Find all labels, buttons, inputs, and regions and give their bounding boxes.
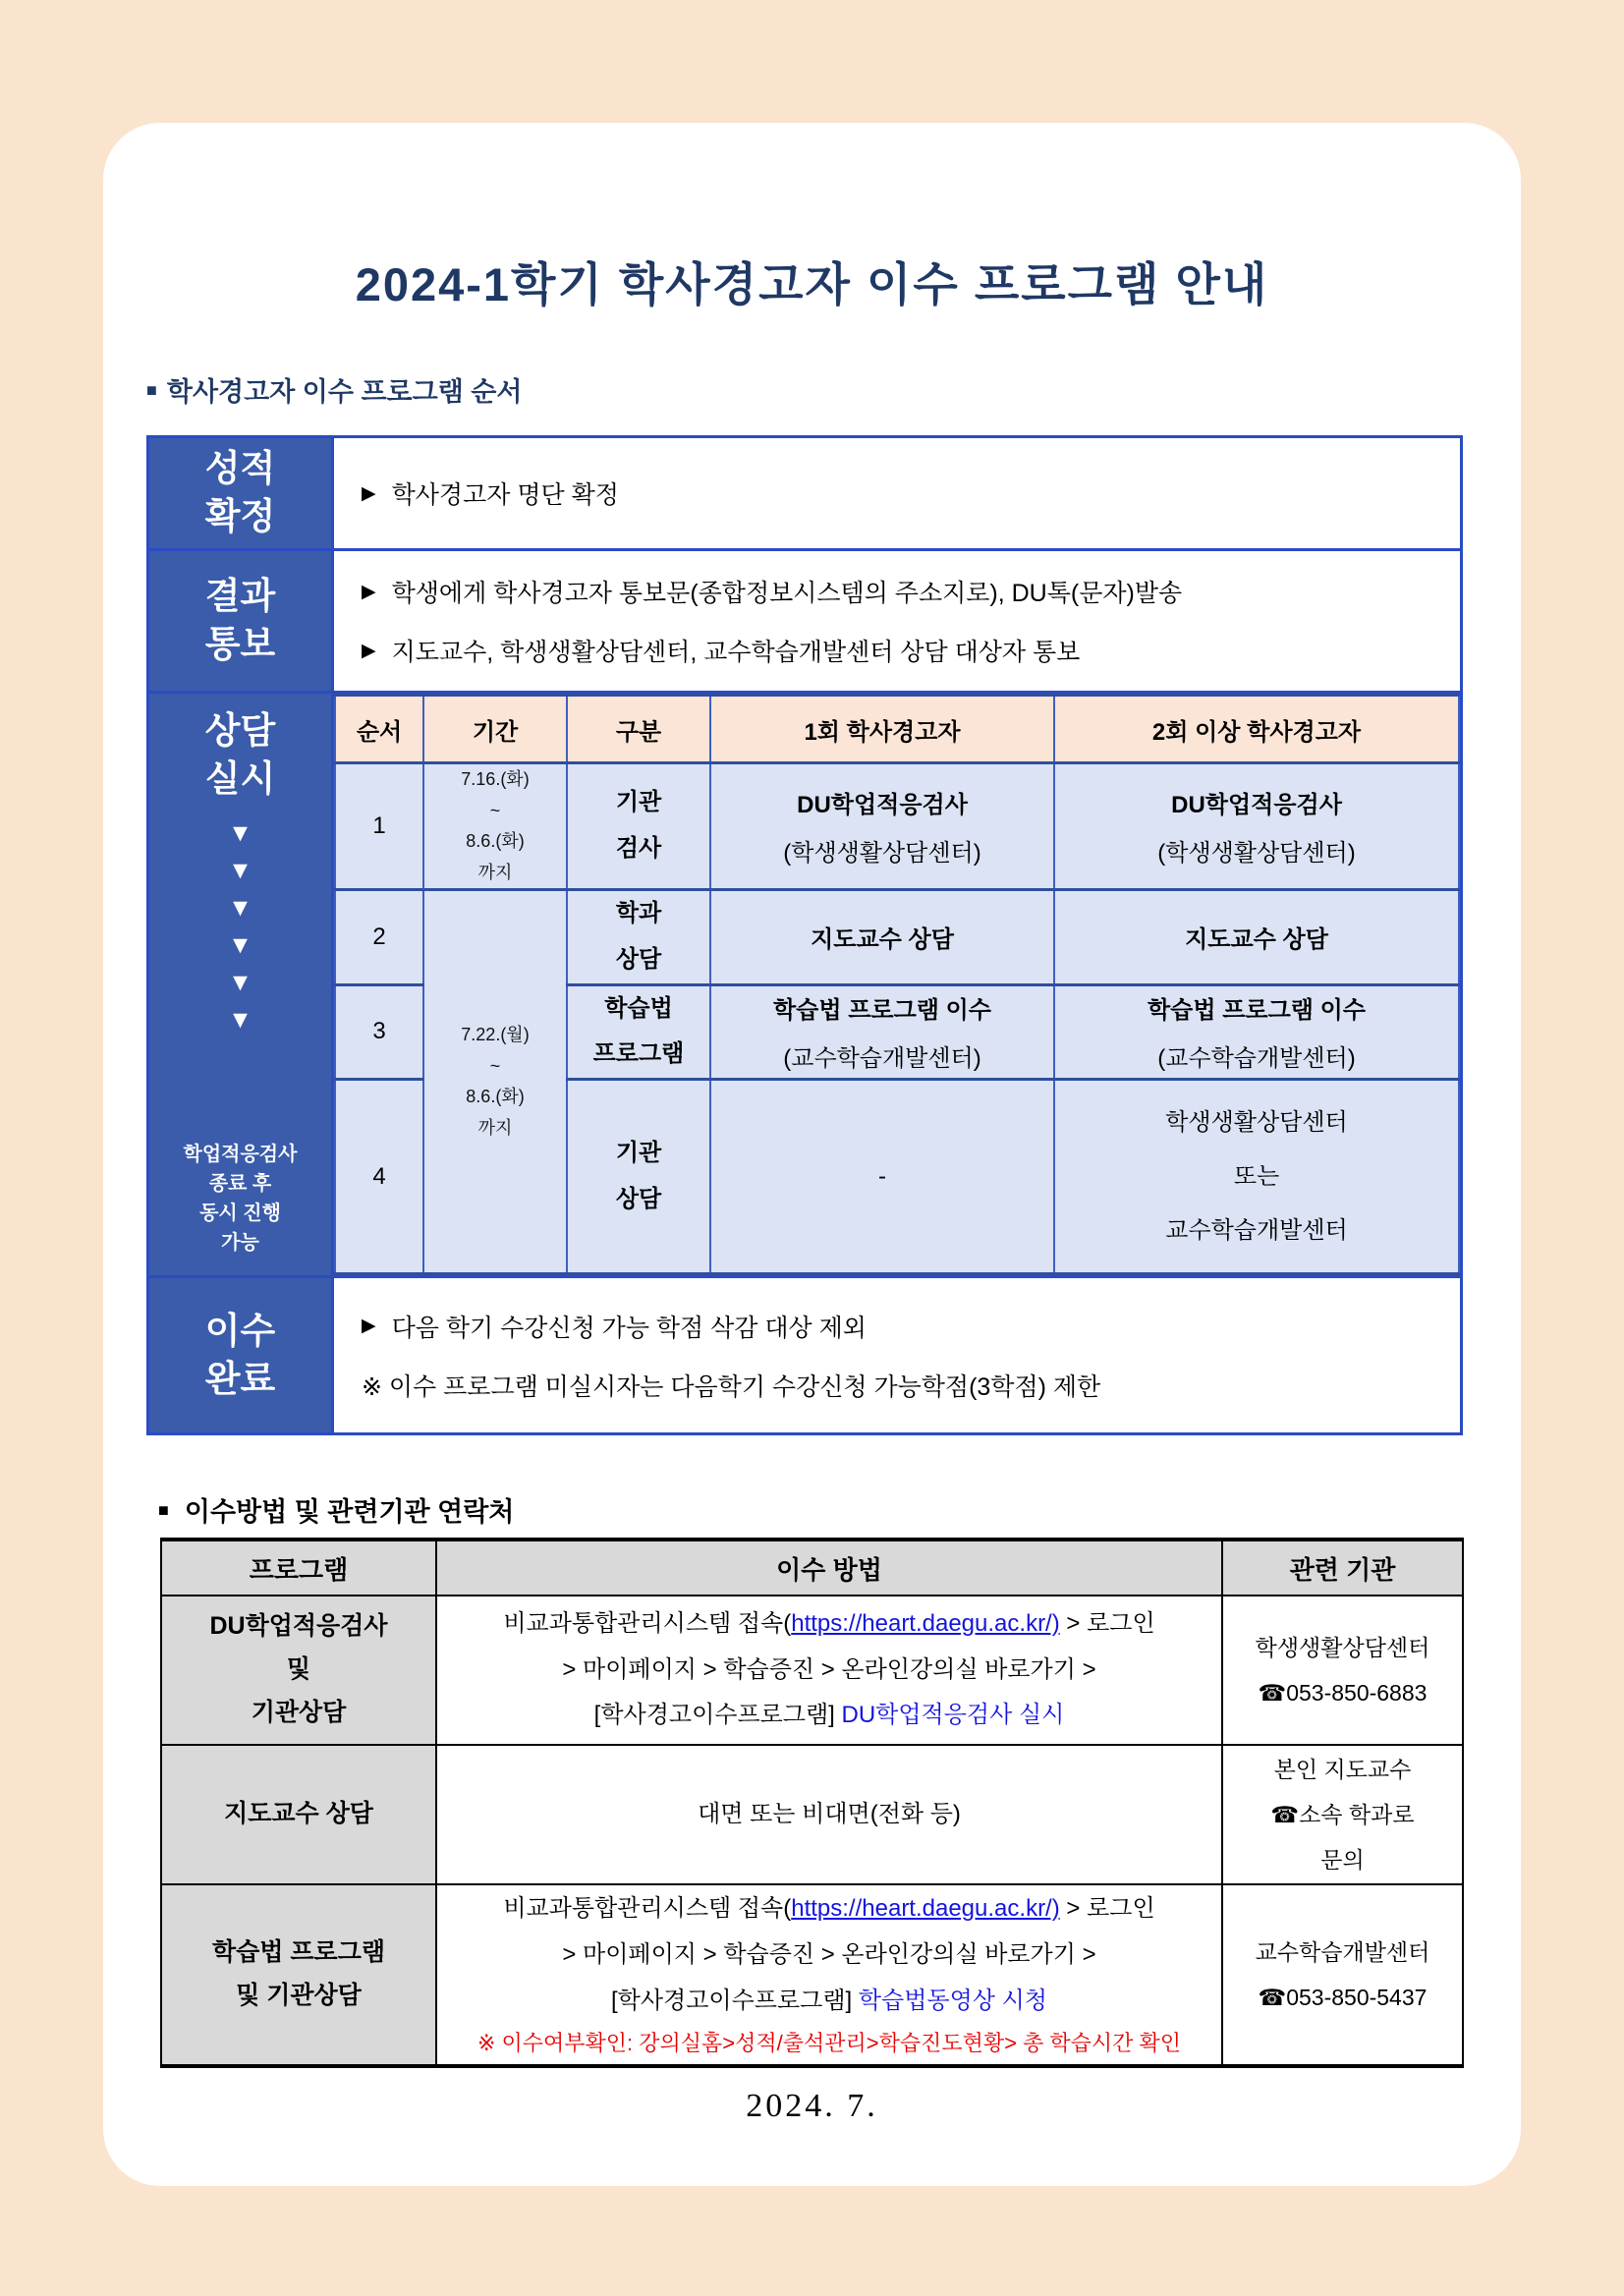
flow-step-counsel-label: [149, 694, 331, 1278]
schedule-r2-first: 지도교수 상담: [710, 890, 1054, 985]
org-line: 교수학습개발센터: [1165, 1217, 1348, 1245]
cell-title: 학습법 프로그램 이수: [773, 997, 991, 1025]
schedule-r3-second: [1054, 984, 1459, 1080]
method-line-2: > 마이페이지 > 학습증진 > 온라인강의실 바로가기 >: [562, 1940, 1096, 1968]
contact-r1-method: [436, 1596, 1222, 1745]
type-line: 상담: [615, 1185, 662, 1212]
period-line: 까지: [477, 862, 513, 882]
schedule-r3-first: [710, 984, 1054, 1080]
schedule-r1-type: [567, 763, 710, 890]
schedule-header-type: 구분: [567, 696, 710, 763]
down-triangle-icon: ▼: [228, 1005, 252, 1034]
method-text: 비교과통합관리시스템 접속(: [503, 1609, 792, 1637]
period-line: 까지: [477, 1117, 513, 1138]
flow-done-item2-text: ※ 이수 프로그램 미실시자는 다음학기 수강신청 가능학점(3학점) 제한: [362, 1372, 1101, 1401]
program-line: 기관상담: [251, 1698, 347, 1726]
schedule-header-order: 순서: [335, 696, 423, 763]
schedule-r3-type: [567, 984, 710, 1080]
heart-url-link[interactable]: https://heart.daegu.ac.kr/): [791, 1609, 1060, 1637]
contact-table: [160, 1538, 1464, 2068]
method-text: [학사경고이수프로그램]: [611, 1987, 859, 2014]
phone-number: ☎053-850-5437: [1258, 1984, 1428, 2010]
contact-header-method: 이수 방법: [436, 1540, 1222, 1596]
flow-step-grade-content: [331, 438, 1460, 551]
method-line-3: [438, 1693, 1220, 1739]
contact-r2-program: [161, 1745, 436, 1884]
du-test-action-text: DU학업적응검사 실시: [841, 1702, 1065, 1729]
down-triangle-icon: ▼: [228, 818, 252, 847]
flow-step-counsel-line2: 실시: [204, 757, 276, 799]
schedule-header-period: 기간: [423, 696, 567, 763]
schedule-r4-order: 4: [335, 1080, 423, 1274]
contact-header-program: 프로그램: [161, 1540, 436, 1596]
method-text: > 로그인: [1059, 1609, 1155, 1637]
flow-step-notify-line1: 결과: [204, 576, 276, 617]
flow-step-notify-content: [331, 551, 1460, 694]
type-line: 학습법: [604, 994, 673, 1022]
schedule-header-repeat-warning: 2회 이상 학사경고자: [1054, 696, 1459, 763]
method-line-2: > 마이페이지 > 학습증진 > 온라인강의실 바로가기 >: [562, 1655, 1096, 1683]
schedule-r4-second: [1054, 1080, 1459, 1274]
method-text: 비교과통합관리시스템 접속(: [503, 1895, 792, 1922]
flow-step-done-line1: 이수: [204, 1310, 276, 1351]
page-title: 2024-1학기 학사경고자 이수 프로그램 안내: [355, 258, 1269, 310]
org-name: 학생생활상담센터: [1255, 1635, 1430, 1660]
flow-counsel-note: [184, 1140, 298, 1258]
phone-number: ☎소속 학과로: [1270, 1802, 1415, 1827]
program-line: 및 기관상담: [236, 1981, 362, 2009]
flow-step-done-content: [331, 1278, 1460, 1432]
flow-notify-item2-text: 지도교수, 학생생활상담센터, 교수학습개발센터 상담 대상자 통보: [391, 639, 1081, 666]
method-line-1: [438, 1886, 1220, 1932]
flow-grade-item: [362, 476, 1460, 511]
method-text: [학사경고이수프로그램]: [593, 1702, 842, 1729]
contact-r3-program: [161, 1884, 436, 2066]
schedule-header-first-warning: 1회 학사경고자: [710, 696, 1054, 763]
contact-row-advisor: [161, 1745, 1463, 1884]
flow-step-counsel-line1: 상담: [204, 710, 276, 751]
flow-step-counsel-content: [331, 694, 1460, 1278]
flow-counsel-note-line4: 가능: [221, 1232, 259, 1254]
triangle-bullet-icon: ▶: [362, 581, 376, 602]
type-line: 기관: [615, 789, 662, 816]
flow-step-done-label: [149, 1278, 331, 1432]
down-triangle-icon: ▼: [228, 893, 252, 922]
method-line-3: [438, 1979, 1220, 2025]
schedule-r3-order: 3: [335, 984, 423, 1080]
section-heading-program-order: [146, 370, 522, 409]
flow-counsel-note-line3: 동시 진행: [199, 1203, 281, 1224]
contact-r3-method: [436, 1884, 1222, 2066]
square-bullet-icon: ■: [146, 380, 157, 400]
schedule-header-row: [335, 696, 1459, 763]
section2-heading-text: 이수방법 및 관련기관 연락처: [184, 1497, 515, 1527]
square-bullet-icon: ■: [158, 1500, 169, 1520]
cell-title: 학습법 프로그램 이수: [1148, 997, 1366, 1025]
flow-step-notify-label: [149, 551, 331, 694]
contact-header-row: [161, 1540, 1463, 1596]
flow-notify-item2: [362, 633, 1460, 668]
contact-row-learning-program: [161, 1884, 1463, 2066]
flow-table: [146, 435, 1463, 1435]
schedule-r1-first: [710, 763, 1054, 890]
completion-check-warning: ※ 이수여부확인: 강의실홈>성적/출석관리>학습진도현황> 총 학습시간 확인: [476, 2031, 1182, 2056]
org-line: 또는: [1233, 1163, 1280, 1190]
program-line: 지도교수 상담: [224, 1800, 373, 1828]
period-line: ~: [489, 800, 501, 820]
flow-step-grade-line2: 확정: [204, 496, 276, 536]
cell-subtitle: (교수학습개발센터): [783, 1045, 981, 1073]
flow-down-arrows: [228, 818, 252, 1034]
flow-step-notify-line2: 통보: [204, 624, 276, 664]
flow-done-item2: [362, 1368, 1460, 1403]
learning-video-action-text: 학습법동영상 시청: [858, 1987, 1047, 2014]
program-line: DU학업적응검사: [209, 1612, 388, 1641]
triangle-bullet-icon: ▶: [362, 482, 376, 504]
schedule-r1-order: 1: [335, 763, 423, 890]
org-name: 본인 지도교수: [1273, 1757, 1412, 1782]
schedule-r4-first: -: [710, 1080, 1054, 1274]
schedule-r1-second: [1054, 763, 1459, 890]
flow-step-done-line2: 완료: [204, 1358, 276, 1399]
contact-r3-org: [1222, 1884, 1463, 2066]
contact-header-org: 관련 기관: [1222, 1540, 1463, 1596]
org-line: 학생생활상담센터: [1165, 1108, 1348, 1136]
schedule-r2-order: 2: [335, 890, 423, 985]
schedule-row-2: [335, 890, 1459, 985]
flow-notify-item1: [362, 574, 1460, 609]
type-line: 기관: [615, 1139, 662, 1166]
method-text: > 로그인: [1059, 1895, 1155, 1922]
method-line-1: 대면 또는 비대면(전화 등): [698, 1800, 961, 1827]
period-line: 8.6.(화): [466, 1087, 525, 1106]
type-line: 학과: [615, 900, 662, 926]
triangle-bullet-icon: ▶: [362, 640, 376, 661]
type-line: 프로그램: [592, 1040, 685, 1068]
cell-subtitle: (교수학습개발센터): [1157, 1045, 1356, 1073]
cell-subtitle: (학생생활상담센터): [1157, 840, 1356, 867]
document-card: [103, 123, 1521, 2186]
org-line: 문의: [1320, 1847, 1365, 1873]
period-line: 7.22.(월): [461, 1025, 530, 1044]
method-line-1: [438, 1601, 1220, 1648]
type-line: 검사: [615, 835, 662, 862]
heart-url-link[interactable]: https://heart.daegu.ac.kr/): [791, 1895, 1060, 1922]
contact-row-du-test: [161, 1596, 1463, 1745]
phone-number: ☎053-850-6883: [1258, 1680, 1428, 1706]
cell-subtitle: (학생생활상담센터): [783, 840, 981, 867]
schedule-row-1: [335, 763, 1459, 890]
schedule-merged-period: [423, 890, 567, 1274]
cell-title: DU학업적응검사: [1171, 792, 1342, 818]
triangle-bullet-icon: ▶: [362, 1316, 376, 1336]
contact-r2-org: [1222, 1745, 1463, 1884]
flow-counsel-note-line1: 학업적응검사: [183, 1144, 298, 1165]
footer-date: 2024. 7.: [746, 2088, 878, 2124]
down-triangle-icon: ▼: [228, 856, 252, 884]
flow-counsel-note-line2: 종료 후: [208, 1173, 272, 1195]
program-line: 및: [286, 1655, 311, 1684]
down-triangle-icon: ▼: [228, 968, 252, 996]
period-line: ~: [489, 1055, 501, 1076]
schedule-r2-type: [567, 890, 710, 985]
contact-r1-org: [1222, 1596, 1463, 1745]
schedule-table: [334, 694, 1460, 1275]
contact-r1-program: [161, 1596, 436, 1745]
flow-step-grade-line1: 성적: [204, 448, 276, 489]
cell-title: DU학업적응검사: [797, 792, 968, 818]
schedule-r2-second: 지도교수 상담: [1054, 890, 1459, 985]
period-line: 7.16.(화): [461, 769, 530, 789]
flow-grade-item-text: 학사경고자 명단 확정: [391, 481, 619, 509]
section-heading-contact: [158, 1490, 514, 1529]
flow-notify-item1-text: 학생에게 학사경고자 통보문(종합정보시스템의 주소지로), DU톡(문자)발송: [391, 580, 1183, 607]
program-line: 학습법 프로그램: [212, 1938, 385, 1967]
flow-done-item1-text: 다음 학기 수강신청 가능 학점 삭감 대상 제외: [391, 1314, 867, 1342]
org-name: 교수학습개발센터: [1255, 1938, 1430, 1965]
schedule-r1-period: [423, 763, 567, 890]
schedule-r4-type: [567, 1080, 710, 1274]
section1-heading-text: 학사경고자 이수 프로그램 순서: [166, 377, 523, 407]
contact-r2-method: [436, 1745, 1222, 1884]
flow-done-item1: [362, 1309, 1460, 1344]
type-line: 상담: [615, 945, 662, 973]
down-triangle-icon: ▼: [228, 930, 252, 959]
period-line: 8.6.(화): [466, 831, 525, 851]
flow-step-grade-label: [149, 438, 331, 551]
